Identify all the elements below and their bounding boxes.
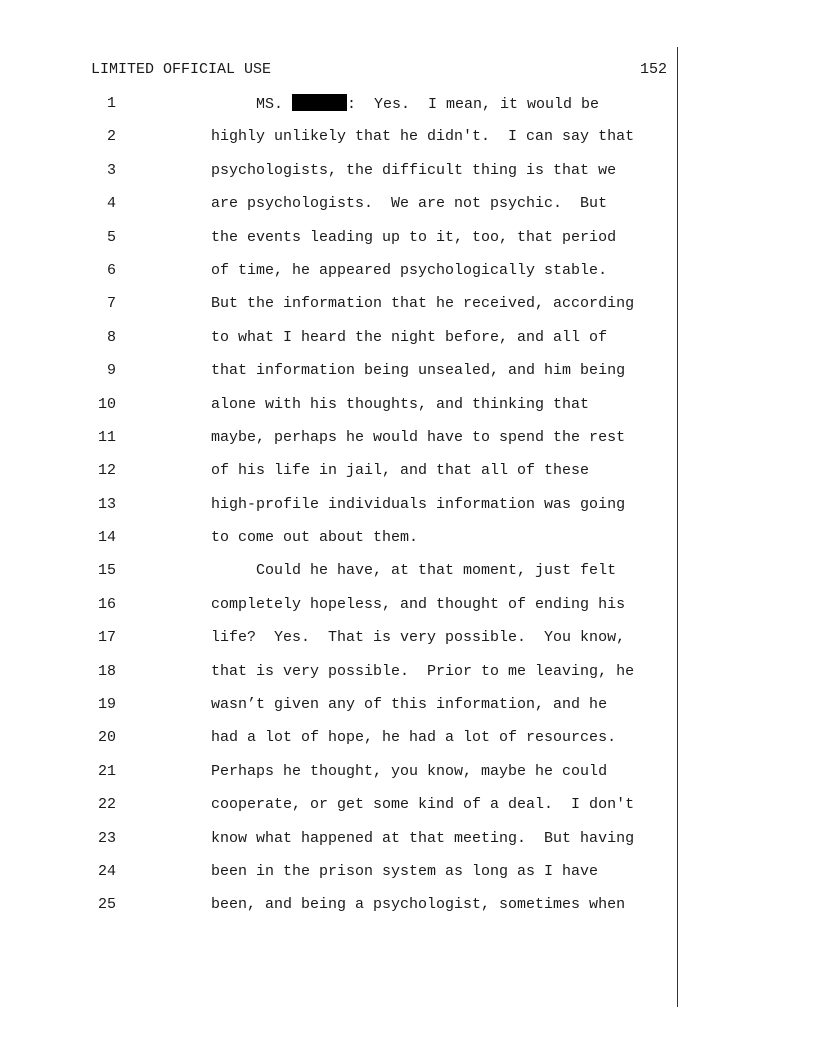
line-number: 6 [106, 261, 116, 279]
line-text: been, and being a psychologist, sometimes when [211, 896, 626, 914]
line-text: high-profile individuals information was going [211, 495, 626, 513]
transcript-line [0, 426, 680, 459]
line-number: 24 [97, 862, 116, 880]
line-text: highly unlikely that he didn't. I can say that [211, 128, 635, 146]
line-number: 7 [106, 295, 116, 313]
transcript-line [0, 726, 680, 759]
line-number: 25 [97, 896, 116, 914]
line-text: that is very possible. Prior to me leaving, he [211, 662, 635, 680]
classification-header: LIMITED OFFICIAL USE [91, 61, 272, 78]
line-text: alone with his thoughts, and thinking that [211, 395, 590, 413]
transcript-line [0, 493, 680, 526]
line-text [211, 94, 673, 115]
transcript-line [0, 292, 680, 325]
line-text: of his life in jail, and that all of these [211, 462, 590, 480]
transcript-line [0, 893, 680, 926]
line-number: 13 [97, 495, 116, 513]
transcript-line [0, 359, 680, 392]
transcript-line [0, 660, 680, 693]
transcript-line [0, 226, 680, 259]
line-number: 18 [97, 662, 116, 680]
transcript-line [0, 626, 680, 659]
transcript-line [0, 92, 680, 125]
line-text: psychologists, the difficult thing is that we [211, 161, 617, 179]
line-text: maybe, perhaps he would have to spend the rest [211, 428, 626, 446]
speaker-prefix: MS. [211, 96, 293, 113]
line-number: 21 [97, 762, 116, 780]
line-number: 22 [97, 796, 116, 814]
line-number: 10 [97, 395, 116, 413]
line-text: to come out about them. [211, 529, 419, 547]
line-text: cooperate, or get some kind of a deal. I don't [211, 796, 635, 814]
line-number: 23 [97, 829, 116, 847]
transcript-line [0, 760, 680, 793]
line-text: know what happened at that meeting. But having [211, 829, 635, 847]
transcript-line [0, 693, 680, 726]
transcript-line [0, 159, 680, 192]
line-text: are psychologists. We are not psychic. But [211, 195, 608, 213]
line-number: 20 [97, 729, 116, 747]
line-text: to what I heard the night before, and all of [211, 328, 608, 346]
redaction-box [292, 94, 347, 111]
line-number: 5 [106, 228, 116, 246]
line-number: 14 [97, 529, 116, 547]
line-text: had a lot of hope, he had a lot of resources. [211, 729, 617, 747]
transcript-line [0, 259, 680, 292]
line-text: completely hopeless, and thought of ending his [211, 595, 626, 613]
line-number: 15 [97, 562, 116, 580]
line-number: 8 [106, 328, 116, 346]
line-number: 19 [97, 696, 116, 714]
line-text: of time, he appeared psychologically stable. [211, 261, 608, 279]
transcript-line [0, 559, 680, 592]
line-text: But the information that he received, according [211, 295, 635, 313]
transcript-line [0, 393, 680, 426]
transcript-line [0, 827, 680, 860]
transcript-line [0, 793, 680, 826]
line-number: 2 [106, 128, 116, 146]
transcript-line [0, 125, 680, 158]
transcript-line [0, 526, 680, 559]
line-text: life? Yes. That is very possible. You know, [211, 629, 626, 647]
line-number: 3 [106, 161, 116, 179]
line-text: been in the prison system as long as I have [211, 862, 599, 880]
page-number: 152 [639, 61, 667, 78]
line-text: the events leading up to it, too, that period [211, 228, 617, 246]
line-text: that information being unsealed, and him being [211, 362, 626, 380]
transcript-line [0, 326, 680, 359]
line-text: Could he have, at that moment, just felt [211, 562, 617, 580]
line-number: 11 [97, 428, 116, 446]
speaker-suffix: : Yes. I mean, it would be [347, 96, 600, 113]
line-text: wasn’t given any of this information, and he [211, 696, 608, 714]
line-number: 4 [106, 195, 116, 213]
line-number: 17 [97, 629, 116, 647]
transcript-line [0, 860, 680, 893]
transcript-line [0, 192, 680, 225]
line-number: 9 [106, 362, 116, 380]
transcript-line [0, 459, 680, 492]
line-text: Perhaps he thought, you know, maybe he could [211, 762, 608, 780]
line-number: 1 [106, 95, 116, 112]
line-number: 12 [97, 462, 116, 480]
transcript-line [0, 593, 680, 626]
line-number: 16 [97, 595, 116, 613]
transcript-lines [0, 92, 680, 927]
